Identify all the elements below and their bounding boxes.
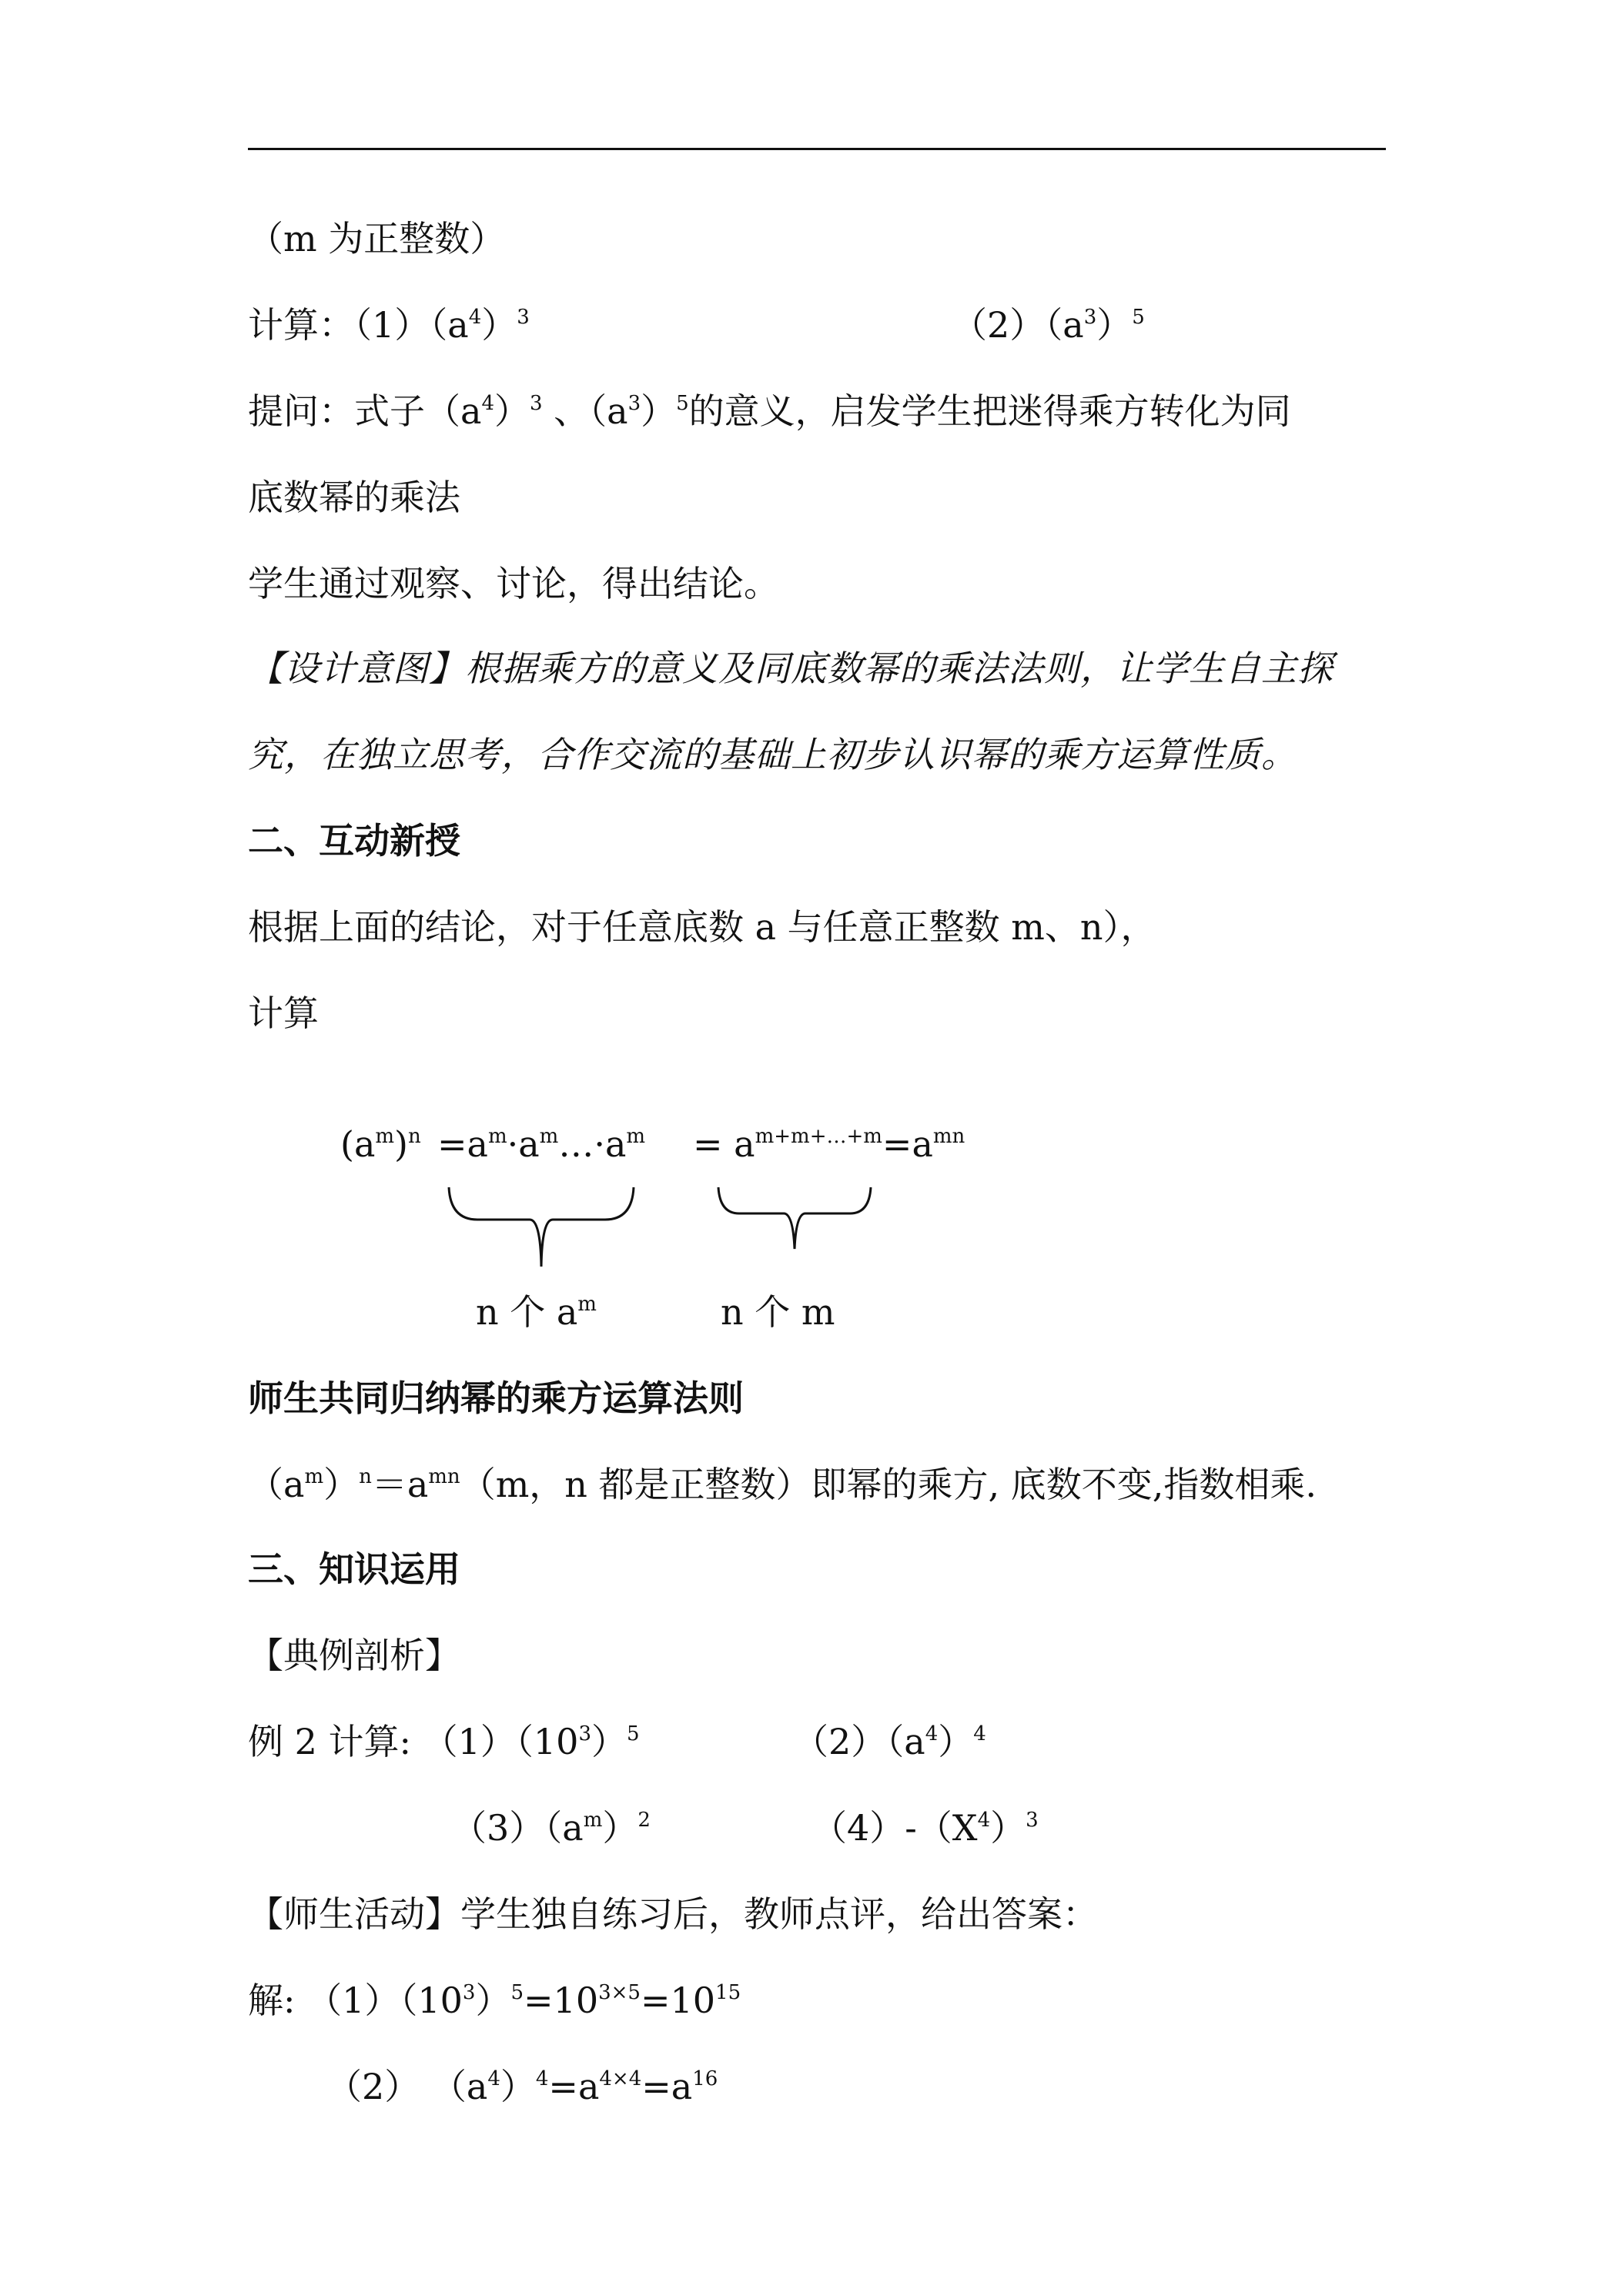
question-line bbox=[248, 388, 1291, 434]
solution-text: =10 bbox=[640, 1980, 716, 2021]
exponent: 3 bbox=[529, 392, 543, 415]
exponent: m+m+…+m bbox=[755, 1125, 882, 1148]
exponent: mn bbox=[428, 1465, 460, 1488]
exponent: 4 bbox=[487, 2067, 500, 2090]
text-line: 计算 bbox=[248, 992, 319, 1034]
rule-heading: 师生共同归纳幂的乘方运算法则 bbox=[248, 1377, 744, 1419]
exponent: 5 bbox=[510, 1981, 524, 2004]
law-text: （m，n 都是正整数）即幂的乘方, 底数不变,指数相乘. bbox=[460, 1464, 1317, 1505]
text-line: （m 为正整数） bbox=[248, 218, 506, 259]
example-item-4 bbox=[812, 1805, 1039, 1851]
exponent: 16 bbox=[692, 2067, 718, 2090]
exponent: 3 bbox=[1026, 1809, 1039, 1832]
header-rule bbox=[248, 148, 1386, 150]
exponent: 3 bbox=[627, 392, 641, 415]
exponent: 5 bbox=[676, 392, 689, 415]
exponent: 5 bbox=[1132, 306, 1145, 329]
paren: ） bbox=[500, 2066, 536, 2107]
question-text: 提问：式子（a bbox=[248, 390, 482, 432]
exponent: 3 bbox=[1083, 306, 1097, 329]
exponent: m bbox=[375, 1125, 395, 1148]
formula-lhs bbox=[340, 1121, 421, 1167]
solution-text: =a bbox=[641, 2066, 693, 2107]
exponent: 3 bbox=[517, 306, 530, 329]
solution-text: 解: （1）（10 bbox=[248, 1980, 463, 2021]
solution-line-2 bbox=[326, 2063, 718, 2110]
exponent: 4 bbox=[468, 306, 482, 329]
solution-text: （2） （a bbox=[326, 2066, 488, 2107]
section-heading: 二、互动新授 bbox=[248, 820, 460, 862]
solution-line-1 bbox=[248, 1977, 741, 2023]
exponent: m bbox=[583, 1809, 603, 1832]
formula-text: = a bbox=[693, 1123, 755, 1165]
exponent: 15 bbox=[715, 1981, 741, 2004]
question-text: 、（a bbox=[542, 390, 628, 432]
question-text: 的意义，启发学生把迷得乘方转化为同 bbox=[688, 390, 1291, 432]
exponent: 4 bbox=[973, 1722, 986, 1745]
example-item-text: （2）（a bbox=[793, 1721, 925, 1762]
text-line: 学生通过观察、讨论，得出结论。 bbox=[248, 563, 779, 604]
paren: ） bbox=[481, 304, 517, 346]
paren: ） bbox=[602, 1807, 638, 1849]
calc-item-1: （1）（a bbox=[354, 304, 469, 346]
power-law-line bbox=[248, 1461, 1317, 1508]
activity-line: 【师生活动】学生独自练习后，教师点评，给出答案： bbox=[248, 1893, 1098, 1935]
formula-result bbox=[693, 1121, 965, 1167]
calc-line bbox=[248, 302, 530, 348]
text-line: 底数幂的乘法 bbox=[248, 477, 460, 518]
formula-product bbox=[437, 1121, 645, 1167]
calc-item-2-base: （2）（a bbox=[952, 304, 1084, 346]
formula-text: ·a bbox=[507, 1123, 540, 1165]
exponent: m bbox=[539, 1125, 559, 1148]
brace-label-2: n 个 m bbox=[721, 1291, 835, 1333]
exponent: 3 bbox=[462, 1981, 476, 2004]
law-text: （a bbox=[248, 1464, 305, 1505]
formula-text: =a bbox=[437, 1123, 488, 1165]
example-label: 例 2 计算: bbox=[248, 1721, 412, 1762]
exponent: 3×5 bbox=[598, 1981, 641, 2004]
paren: ） bbox=[990, 1807, 1026, 1849]
design-intent-line: 【设计意图】根据乘方的意义及同底数幂的乘法法则，让学生自主探 bbox=[248, 648, 1334, 689]
paren: ） bbox=[938, 1721, 974, 1762]
paren: ） bbox=[641, 390, 677, 432]
formula-text: (a bbox=[340, 1123, 376, 1165]
exponent: m bbox=[577, 1293, 597, 1316]
paren: ） bbox=[1096, 304, 1133, 346]
calc-label: 计算： bbox=[248, 304, 354, 346]
formula-text: …·a bbox=[558, 1123, 627, 1165]
exponent: 5 bbox=[627, 1722, 640, 1745]
brace-label-text: n 个 a bbox=[476, 1291, 578, 1333]
calc-item-2 bbox=[952, 302, 1145, 348]
paren: ） bbox=[323, 1464, 360, 1505]
underbrace-right bbox=[716, 1186, 873, 1255]
exponent: n bbox=[407, 1125, 421, 1148]
example-item-text: （4）-（X bbox=[812, 1807, 978, 1849]
exponent: m bbox=[304, 1465, 324, 1488]
design-intent-line: 究，在独立思考，合作交流的基础上初步认识幂的乘方运算性质。 bbox=[248, 734, 1297, 775]
exponent: m bbox=[626, 1125, 646, 1148]
example-item-3 bbox=[451, 1805, 651, 1851]
solution-text: =10 bbox=[524, 1980, 599, 2021]
example-line-1 bbox=[248, 1719, 640, 1765]
exponent: 4 bbox=[925, 1722, 939, 1745]
exponent: 4×4 bbox=[599, 2067, 642, 2090]
subheading: 【典例剖析】 bbox=[248, 1635, 460, 1676]
solution-text: =a bbox=[548, 2066, 600, 2107]
exponent: n bbox=[359, 1465, 372, 1488]
exponent: 2 bbox=[637, 1809, 651, 1832]
exponent: m bbox=[487, 1125, 507, 1148]
example-item-text: （3）（a bbox=[451, 1807, 584, 1849]
paren: ） bbox=[591, 1721, 627, 1762]
exponent: 4 bbox=[481, 392, 494, 415]
exponent: 4 bbox=[535, 2067, 549, 2090]
exponent: 3 bbox=[578, 1722, 591, 1745]
formula-text: =a bbox=[882, 1123, 933, 1165]
brace-label-1 bbox=[476, 1289, 597, 1335]
section-heading: 三、知识运用 bbox=[248, 1548, 460, 1590]
paren: ) bbox=[394, 1123, 408, 1165]
example-item-2 bbox=[793, 1719, 986, 1765]
law-text: ＝a bbox=[371, 1464, 429, 1505]
underbrace-left bbox=[447, 1186, 636, 1270]
exponent: 4 bbox=[977, 1809, 991, 1832]
text-line: 根据上面的结论，对于任意底数 a 与任意正整数 m、n）， bbox=[248, 906, 1156, 948]
example-item-1: （1）（10 bbox=[422, 1721, 579, 1762]
paren: ） bbox=[475, 1980, 511, 2021]
paren: ） bbox=[494, 390, 530, 432]
exponent: mn bbox=[932, 1125, 965, 1148]
